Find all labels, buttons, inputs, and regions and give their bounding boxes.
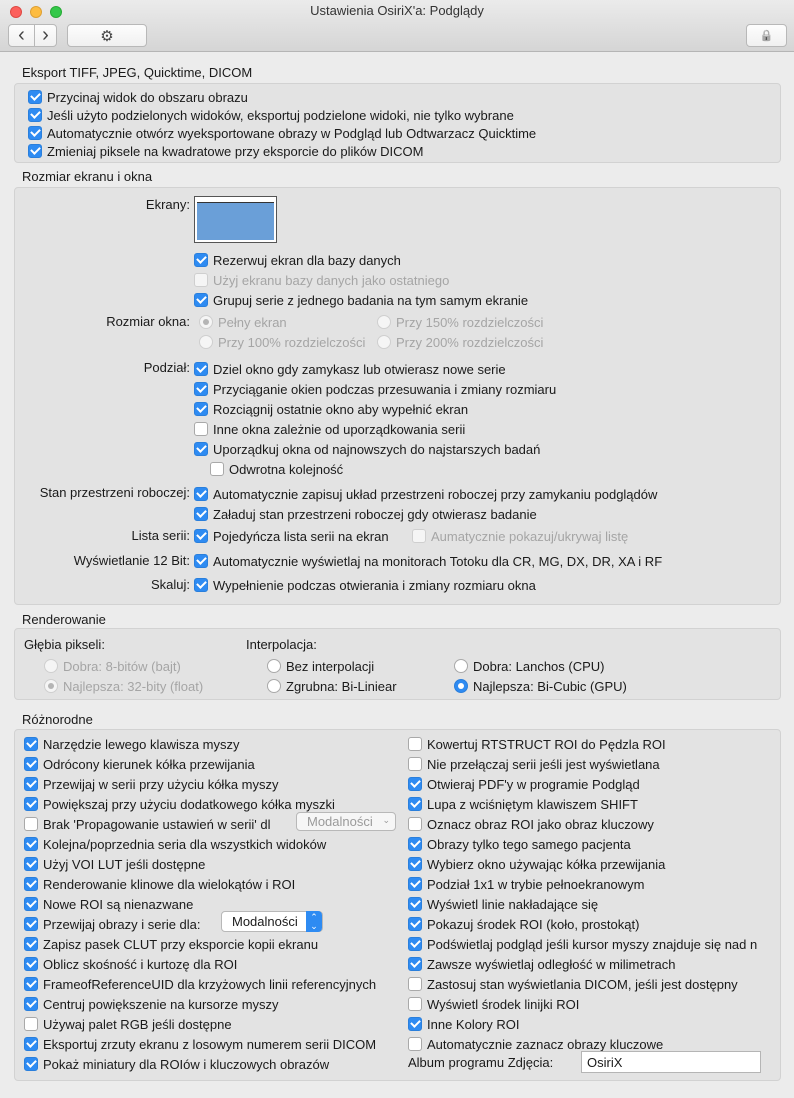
- checkbox[interactable]: [24, 937, 38, 951]
- checkbox-label: Dziel okno gdy zamykasz lub otwierasz nowe serie: [213, 361, 506, 377]
- bit12-option[interactable]: Automatycznie wyświetlaj na monitorach Totoku dla CR, MG, DX, DR, XA i RF: [194, 552, 662, 570]
- checkbox-label: Lupa z wciśniętym klawiszem SHIFT: [427, 796, 638, 812]
- pixel-depth-label: Głębia pikseli:: [24, 637, 105, 652]
- checkbox-label: Automatycznie zapisuj układ przestrzeni roboczej przy zamykaniu podglądów: [213, 486, 658, 502]
- checkbox[interactable]: [24, 737, 38, 751]
- checkbox[interactable]: [408, 1017, 422, 1031]
- checkbox-label: Przewijaj w serii przy użyciu kółka myszy: [43, 776, 279, 792]
- checkbox[interactable]: [24, 977, 38, 991]
- chevron-right-icon: ›: [42, 24, 49, 46]
- radio-button[interactable]: [377, 335, 391, 349]
- checkbox[interactable]: [24, 857, 38, 871]
- window-size-full[interactable]: Pełny ekran: [199, 313, 287, 331]
- misc-option[interactable]: [24, 974, 402, 994]
- checkbox-label: Wyświetl środek linijki ROI: [427, 996, 580, 1012]
- series-list-single[interactable]: Pojedyńcza lista serii na ekran: [194, 527, 389, 545]
- checkbox-label: Kowertuj RTSTRUCT ROI do Pędzla ROI: [427, 736, 666, 752]
- checkbox[interactable]: [408, 897, 422, 911]
- depth-32bit[interactable]: Najlepsza: 32-bity (float): [44, 677, 203, 695]
- checkbox-label: Wybierz okno używając kółka przewijania: [427, 856, 666, 872]
- export-options: [28, 88, 536, 160]
- window-size-200[interactable]: Przy 200% rozdzielczości: [377, 333, 543, 351]
- misc-option[interactable]: [24, 914, 402, 934]
- radio-button[interactable]: [44, 679, 58, 693]
- checkbox[interactable]: [408, 817, 422, 831]
- database-screen-option[interactable]: [194, 270, 528, 290]
- show-all-button[interactable]: [67, 24, 147, 47]
- checkbox[interactable]: [24, 957, 38, 971]
- checkbox[interactable]: [28, 90, 42, 104]
- window-size-100[interactable]: Przy 100% rozdzielczości: [199, 333, 365, 351]
- checkbox-label: Rezerwuj ekran dla bazy danych: [213, 252, 401, 268]
- checkbox[interactable]: [24, 917, 38, 931]
- checkbox-label: FrameofReferenceUID dla krzyżowych linii referencyjnych: [43, 976, 377, 992]
- radio-button[interactable]: [454, 679, 468, 693]
- checkbox-label: Załaduj stan przestrzeni roboczej gdy otwierasz badanie: [213, 506, 537, 522]
- chevron-left-icon: ‹: [18, 24, 25, 46]
- misc-option[interactable]: [24, 1054, 402, 1074]
- checkbox[interactable]: [194, 422, 208, 436]
- checkbox-label: Użyj ekranu bazy danych jako ostatniego: [213, 272, 450, 288]
- misc-option[interactable]: [408, 954, 766, 974]
- export-option[interactable]: [28, 106, 536, 124]
- album-label: Album programu Zdjęcia:: [408, 1055, 554, 1070]
- misc-option[interactable]: [408, 974, 766, 994]
- misc-option[interactable]: [408, 994, 766, 1014]
- checkbox[interactable]: [408, 957, 422, 971]
- forward-button[interactable]: [34, 24, 57, 47]
- checkbox[interactable]: [408, 917, 422, 931]
- checkbox-label: Zmieniaj piksele na kwadratowe przy eksporcie do plików DICOM: [47, 143, 424, 159]
- checkbox[interactable]: [194, 554, 208, 568]
- checkbox-label: Oblicz skośność i kurtozę dla ROI: [43, 956, 238, 972]
- screens-label: Ekrany:: [145, 197, 190, 212]
- misc-option[interactable]: [408, 734, 766, 754]
- split-option[interactable]: [210, 459, 556, 479]
- propagation-modality-popup[interactable]: Modalności ⌄: [296, 812, 396, 831]
- misc-option[interactable]: [24, 894, 402, 914]
- misc-option[interactable]: [24, 954, 402, 974]
- split-label: Podział:: [143, 360, 190, 375]
- checkbox[interactable]: [24, 797, 38, 811]
- checkbox-label: Centruj powiększenie na kursorze myszy: [43, 996, 279, 1012]
- scale-label: Skaluj:: [150, 577, 190, 592]
- album-input[interactable]: OsiriX: [581, 1051, 761, 1073]
- misc-option[interactable]: [408, 854, 766, 874]
- checkbox[interactable]: [24, 1057, 38, 1071]
- checkbox[interactable]: [408, 877, 422, 891]
- window-size-150[interactable]: Przy 150% rozdzielczości: [377, 313, 543, 331]
- misc-option[interactable]: [24, 934, 402, 954]
- radio-button[interactable]: [44, 659, 58, 673]
- gear-icon: ⚙: [100, 27, 114, 45]
- export-option[interactable]: [28, 142, 536, 160]
- misc-option[interactable]: [24, 994, 402, 1014]
- misc-option[interactable]: [408, 874, 766, 894]
- checkbox[interactable]: [24, 817, 38, 831]
- checkbox[interactable]: [194, 253, 208, 267]
- checkbox[interactable]: [408, 937, 422, 951]
- checkbox-label: Podświetlaj podgląd jeśli kursor myszy znajduje się nad n: [427, 936, 758, 952]
- misc-option[interactable]: [408, 914, 766, 934]
- checkbox-label: Powiększaj przy użyciu dodatkowego kółka myszki: [43, 796, 335, 812]
- export-option[interactable]: [28, 124, 536, 142]
- database-screen-option[interactable]: [194, 290, 528, 310]
- export-section-title: Eksport TIFF, JPEG, Quicktime, DICOM: [22, 65, 253, 80]
- back-button[interactable]: [8, 24, 35, 47]
- misc-option[interactable]: [24, 794, 402, 814]
- misc-option[interactable]: [24, 1014, 402, 1034]
- misc-option[interactable]: [408, 894, 766, 914]
- checkbox[interactable]: [194, 487, 208, 501]
- checkbox[interactable]: [408, 997, 422, 1011]
- misc-option[interactable]: [408, 794, 766, 814]
- split-option[interactable]: [194, 359, 556, 379]
- misc-option[interactable]: [408, 774, 766, 794]
- checkbox-label: Automatycznie zaznacz obrazy kluczowe: [427, 1036, 664, 1052]
- series-list-label: Lista serii:: [131, 528, 190, 543]
- checkbox-label: Zastosuj stan wyświetlania DICOM, jeśli jest dostępny: [427, 976, 738, 992]
- checkbox[interactable]: [408, 1037, 422, 1051]
- radio-button[interactable]: [199, 335, 213, 349]
- misc-section-title: Różnorodne: [22, 712, 93, 727]
- checkbox-label: Pokazuj środek ROI (koło, prostokąt): [427, 916, 640, 932]
- checkbox-label: Obrazy tylko tego samego pacjenta: [427, 836, 631, 852]
- interpolation-label: Interpolacja:: [246, 637, 317, 652]
- workspace-options: [194, 484, 657, 524]
- misc-right-options: [408, 734, 766, 1054]
- checkbox-label: Uporządkuj okna od najnowszych do najstarszych badań: [213, 441, 541, 457]
- split-options: [194, 359, 556, 479]
- split-option[interactable]: [194, 379, 556, 399]
- checkbox-label: Zawsze wyświetlaj odległość w milimetrach: [427, 956, 676, 972]
- radio-button[interactable]: [199, 315, 213, 329]
- checkbox[interactable]: [194, 362, 208, 376]
- checkbox-label: Grupuj serie z jednego badania na tym samym ekranie: [213, 292, 529, 308]
- checkbox-label: Odrócony kierunek kółka przewijania: [43, 756, 255, 772]
- radio-button[interactable]: [267, 659, 281, 673]
- checkbox-label: Przycinaj widok do obszaru obrazu: [47, 89, 248, 105]
- scroll-modality-popup[interactable]: Modalności ⌃ ⌄: [221, 911, 323, 932]
- checkbox-label: Zapisz pasek CLUT przy eksporcie kopii ekranu: [43, 936, 319, 952]
- checkbox[interactable]: [194, 529, 208, 543]
- checkbox-label: Podział 1x1 w trybie pełnoekranowym: [427, 876, 645, 892]
- checkbox[interactable]: [24, 777, 38, 791]
- split-option[interactable]: [194, 439, 556, 459]
- export-option[interactable]: [28, 88, 536, 106]
- checkbox-label: Inne okna zależnie od uporządkowania serii: [213, 421, 466, 437]
- checkbox[interactable]: [194, 442, 208, 456]
- split-option[interactable]: [194, 419, 556, 439]
- misc-option[interactable]: [24, 874, 402, 894]
- checkbox-label: Renderowanie klinowe dla wielokątów i ROI: [43, 876, 296, 892]
- checkbox[interactable]: [194, 273, 208, 287]
- misc-option[interactable]: [24, 734, 402, 754]
- checkbox-label: Przyciąganie okien podczas przesuwania i zmiany rozmiaru: [213, 381, 557, 397]
- checkbox[interactable]: [24, 757, 38, 771]
- split-option[interactable]: [194, 399, 556, 419]
- workspace-label: Stan przestrzeni roboczej:: [39, 485, 190, 500]
- checkbox[interactable]: [194, 402, 208, 416]
- misc-option[interactable]: [408, 834, 766, 854]
- checkbox[interactable]: [24, 837, 38, 851]
- misc-option[interactable]: [24, 754, 402, 774]
- screen-display[interactable]: [197, 202, 274, 240]
- misc-option[interactable]: [24, 854, 402, 874]
- misc-option[interactable]: [408, 754, 766, 774]
- chevron-down-icon: ⌄: [382, 815, 390, 825]
- window-size-label: Rozmiar okna:: [106, 314, 190, 329]
- checkbox-label: Przewijaj obrazy i serie dla:: [43, 916, 201, 932]
- checkbox[interactable]: [408, 797, 422, 811]
- checkbox-label: Używaj palet RGB jeśli dostępne: [43, 1016, 232, 1032]
- checkbox-label: Pokaż miniatury dla ROIów i kluczowych obrazów: [43, 1056, 330, 1072]
- checkbox-label: Nie przełączaj serii jeśli jest wyświetlana: [427, 756, 660, 772]
- checkbox[interactable]: [28, 108, 42, 122]
- chevron-updown-icon: ⌃ ⌄: [306, 911, 322, 932]
- checkbox[interactable]: [412, 529, 426, 543]
- checkbox[interactable]: [408, 837, 422, 851]
- misc-option[interactable]: [408, 814, 766, 834]
- depth-8bit[interactable]: Dobra: 8-bitów (bajt): [44, 657, 181, 675]
- misc-option[interactable]: [24, 774, 402, 794]
- checkbox-label: Inne Kolory ROI: [427, 1016, 520, 1032]
- checkbox-label: Kolejna/poprzednia seria dla wszystkich widoków: [43, 836, 327, 852]
- checkbox[interactable]: [194, 578, 208, 592]
- series-list-auto[interactable]: Aumatycznie pokazuj/ukrywaj listę: [412, 527, 628, 545]
- checkbox[interactable]: [408, 857, 422, 871]
- radio-button[interactable]: [377, 315, 391, 329]
- lock-icon: 🔒: [759, 30, 774, 42]
- checkbox-label: Wyświetl linie nakładające się: [427, 896, 599, 912]
- window-title: Ustawienia OsiriX'a: Podglądy: [310, 3, 484, 18]
- misc-option[interactable]: [408, 934, 766, 954]
- database-screen-options: [194, 250, 528, 310]
- checkbox-label: Otwieraj PDF'y w programie Podgląd: [427, 776, 640, 792]
- checkbox[interactable]: [210, 462, 224, 476]
- checkbox-label: Nowe ROI są nienazwane: [43, 896, 194, 912]
- lock-button[interactable]: [746, 24, 787, 47]
- checkbox-label: Oznacz obraz ROI jako obraz kluczowy: [427, 816, 654, 832]
- checkbox-label: Jeśli użyto podzielonych widoków, eksportuj podzielone widoki, nie tylko wybrane: [47, 107, 514, 123]
- checkbox-label: Automatycznie otwórz wyeksportowane obrazy w Podgląd lub Odtwarzacz Quicktime: [47, 125, 537, 141]
- bit12-label: Wyświetlanie 12 Bit:: [73, 553, 190, 568]
- checkbox[interactable]: [408, 977, 422, 991]
- misc-option[interactable]: [24, 834, 402, 854]
- checkbox[interactable]: [24, 997, 38, 1011]
- checkbox[interactable]: [194, 382, 208, 396]
- rendering-section-title: Renderowanie: [22, 612, 106, 627]
- checkbox-label: Użyj VOI LUT jeśli dostępne: [43, 856, 206, 872]
- checkbox-label: Odwrotna kolejność: [229, 461, 344, 477]
- radio-button[interactable]: [267, 679, 281, 693]
- checkbox[interactable]: [408, 737, 422, 751]
- misc-option[interactable]: [24, 1034, 402, 1054]
- checkbox[interactable]: [28, 126, 42, 140]
- database-screen-option[interactable]: [194, 250, 528, 270]
- checkbox[interactable]: [24, 1017, 38, 1031]
- interp-bilinear[interactable]: Zgrubna: Bi-Liniear: [267, 677, 397, 695]
- screen-section-title: Rozmiar ekranu i okna: [22, 169, 153, 184]
- screens-preview[interactable]: [194, 196, 277, 243]
- radio-button[interactable]: [454, 659, 468, 673]
- scale-option[interactable]: Wypełnienie podczas otwierania i zmiany rozmiaru okna: [194, 576, 536, 594]
- checkbox[interactable]: [408, 777, 422, 791]
- checkbox[interactable]: [24, 877, 38, 891]
- checkbox[interactable]: [194, 293, 208, 307]
- workspace-option[interactable]: [194, 504, 657, 524]
- workspace-option[interactable]: [194, 484, 657, 504]
- checkbox[interactable]: [24, 897, 38, 911]
- checkbox-label: Brak 'Propagowanie ustawień w serii' dl: [43, 816, 271, 832]
- checkbox-label: Rozciągnij ostatnie okno aby wypełnić ekran: [213, 401, 469, 417]
- checkbox[interactable]: [194, 507, 208, 521]
- checkbox-label: Eksportuj zrzuty ekranu z losowym numerem serii DICOM: [43, 1036, 377, 1052]
- checkbox-label: Narzędzie lewego klawisza myszy: [43, 736, 240, 752]
- interp-lanczos[interactable]: Dobra: Lanchos (CPU): [454, 657, 605, 675]
- checkbox[interactable]: [408, 757, 422, 771]
- misc-left-options: [24, 734, 402, 1074]
- checkbox[interactable]: [28, 144, 42, 158]
- misc-option[interactable]: [408, 1014, 766, 1034]
- interp-bicubic[interactable]: Najlepsza: Bi-Cubic (GPU): [454, 677, 627, 695]
- interp-none[interactable]: Bez interpolacji: [267, 657, 374, 675]
- checkbox[interactable]: [24, 1037, 38, 1051]
